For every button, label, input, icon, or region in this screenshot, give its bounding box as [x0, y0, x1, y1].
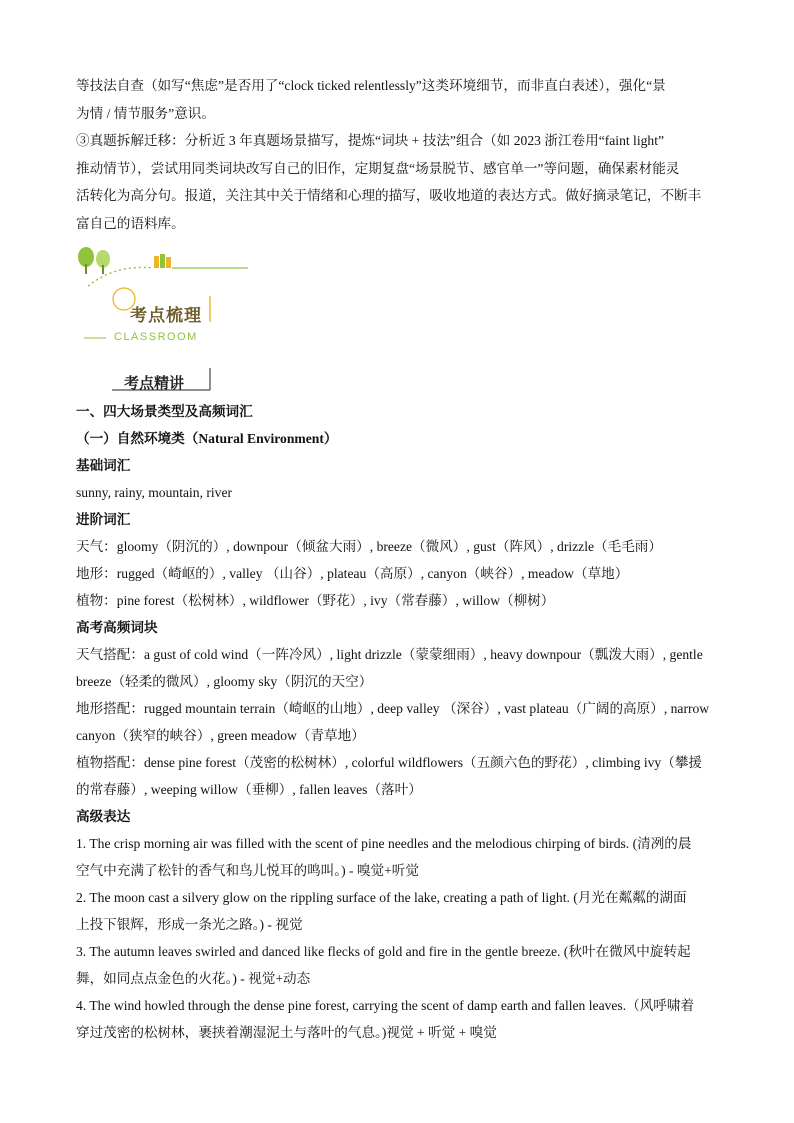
- banner-subtitle: CLASSROOM: [114, 330, 198, 343]
- expression-line: 穿过茂密的松树林，裹挟着潮湿泥土与落叶的气息。)视觉 + 听觉 + 嗅觉: [76, 1024, 497, 1040]
- chunk-line: 地形搭配：rugged mountain terrain（崎岖的山地）, deep valley （深谷）, vast plateau（广阔的高原）, narrow: [76, 700, 710, 716]
- text-line: ③真题拆解迁移：分析近 3 年真题场景描写，提炼“词块 + 技法”组合（如 2023 浙江卷用“faint light”: [76, 133, 665, 149]
- expression-line: 上投下银辉，形成一条光之路。) - 视觉: [76, 916, 303, 932]
- basic-vocab-label: 基础词汇: [76, 457, 131, 473]
- expression-line: 1. The crisp morning air was filled with the scent of pine needles and the melodious chirping of birds. (清冽的晨: [76, 835, 692, 851]
- expression-line: 舞，如同点点金色的火花。) - 视觉+动态: [76, 970, 311, 986]
- chunk-line: canyon（狭窄的峡谷）, green meadow（青草地）: [76, 727, 365, 743]
- text-line: 为情 / 情节服务”意识。: [76, 105, 215, 121]
- section-banner: [76, 246, 720, 394]
- vocab-line: 天气：gloomy（阴沉的）, downpour（倾盆大雨）, breeze（微风）, gust（阵风）, drizzle（毛毛雨）: [76, 538, 662, 554]
- section-label: 考点精讲: [124, 373, 185, 392]
- chunk-line: 的常春藤）, weeping willow（垂柳）, fallen leaves（落叶）: [76, 781, 422, 797]
- intro-paragraph: [76, 72, 720, 238]
- expression-line: 空气中充满了松针的香气和鸟儿悦耳的鸣叫。) - 嗅觉+听觉: [76, 862, 419, 878]
- expression-line: 3. The autumn leaves swirled and danced like flecks of gold and fire in the gentle breeze. (秋叶在微风中旋转起: [76, 943, 691, 959]
- chunk-label: 高考高频词块: [76, 619, 158, 635]
- vocab-line: 植物：pine forest（松树林）, wildflower（野花）, ivy（常春藤）, willow（柳树）: [76, 592, 555, 608]
- heading-level1: 一、四大场景类型及高频词汇: [76, 403, 253, 419]
- expression-line: 2. The moon cast a silvery glow on the rippling surface of the lake, creating a path of light. (月光在粼粼的湖面: [76, 889, 687, 905]
- tree-icon: [76, 246, 116, 276]
- banner-title: 考点梳理: [130, 305, 202, 326]
- expression-line: 4. The wind howled through the dense pine forest, carrying the scent of damp earth and fallen leaves.（风呼啸着: [76, 997, 695, 1013]
- document-page: [76, 72, 720, 1046]
- text-line: 等技法自查（如写“焦虑”是否用了“clock ticked relentlessly”这类环境细节，而非直白表述），强化“景: [76, 78, 666, 93]
- chunk-line: 天气搭配：a gust of cold wind（一阵冷风）, light drizzle（蒙蒙细雨）, heavy downpour（瓢泼大雨）, gentle: [76, 646, 703, 662]
- basic-vocab-words: sunny, rainy, mountain, river: [76, 484, 233, 500]
- vocab-line: 地形：rugged（崎岖的）, valley （山谷）, plateau（高原）, canyon（峡谷）, meadow（草地）: [76, 565, 629, 581]
- main-content: [76, 398, 720, 1046]
- chunk-line: breeze（轻柔的微风）, gloomy sky（阴沉的天空）: [76, 673, 373, 689]
- text-line: 推动情节），尝试用同类词块改写自己的旧作，定期复盘“场景脱节、感官单一”等问题，确保素材能灵: [76, 160, 680, 176]
- text-line: 活转化为高分句。报道，关注其中关于情绪和心理的描写，吸收地道的表达方式。做好摘录笔记，不断丰: [76, 188, 702, 204]
- expression-label: 高级表达: [76, 808, 131, 824]
- text-line: 富自己的语料库。: [76, 215, 185, 231]
- chunk-line: 植物搭配：dense pine forest（茂密的松树林）, colorful wildflowers（五颜六色的野花）, climbing ivy（攀援: [76, 754, 703, 770]
- heading-level2: （一）自然环境类（Natural Environment）: [76, 430, 338, 446]
- advanced-vocab-label: 进阶词汇: [76, 511, 131, 527]
